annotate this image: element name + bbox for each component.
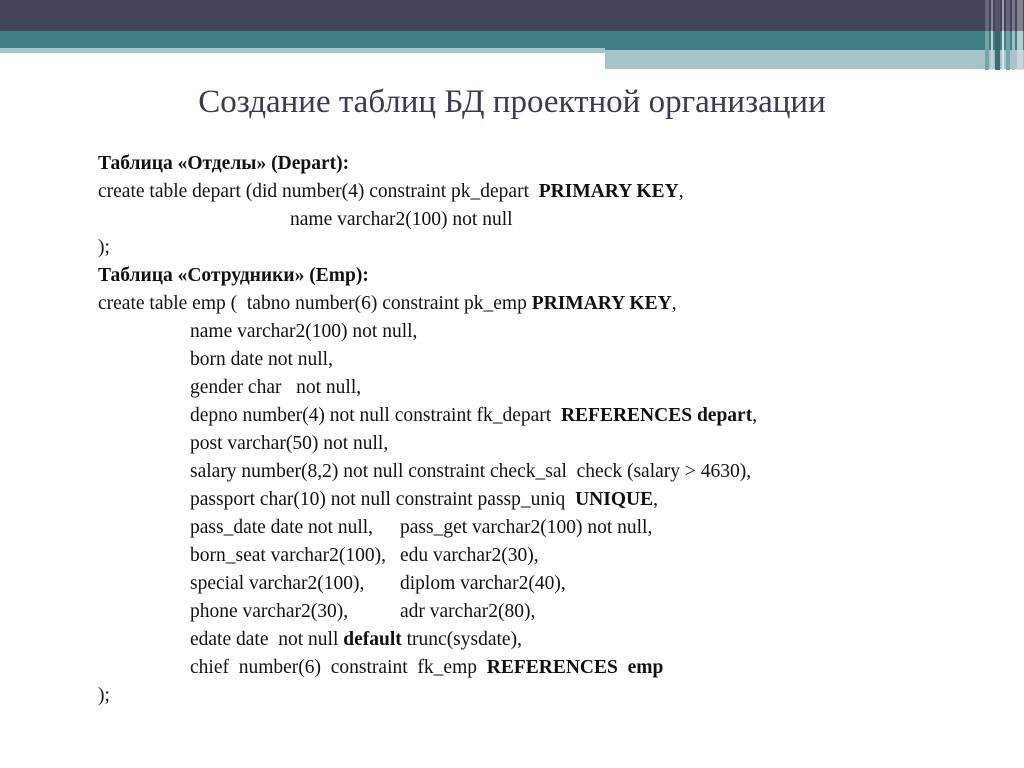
code-keyword: default [343,629,402,650]
header-accent-stripes-teal [984,31,1024,70]
header-band-light-left [0,48,605,53]
code-column-left: special varchar2(100), [190,573,365,594]
code-column-left: born_seat varchar2(100), [190,545,386,566]
code-line-emp-born-seat [98,542,998,570]
accent-stripe [995,31,1000,70]
code-text: chief number(6) constraint fk_emp [190,657,487,678]
code-text: create table emp ( tabno number(6) constraint pk_emp [98,293,532,314]
header-band-teal-step [605,31,1024,50]
code-keyword: PRIMARY KEY [531,293,672,314]
code-column-right: adr varchar2(80), [400,601,536,622]
code-line-depart-create [98,178,998,206]
slide-title: Создание таблиц БД проектной организации [198,84,826,120]
code-line-emp-special [98,570,998,598]
code-column-left: phone varchar2(30), [190,601,349,622]
slide-header-banner [0,0,1024,72]
code-line-emp-close: ); [98,685,110,706]
code-line-emp-gender: gender char not null, [190,377,362,398]
code-line-emp-phone [98,598,998,626]
code-line-emp-depno [98,402,998,430]
code-keyword: REFERENCES depart [560,405,753,426]
accent-stripe [1002,31,1004,70]
header-band-light-step [605,50,1024,69]
code-line-emp-pass-date [98,514,998,542]
accent-stripe [985,31,989,70]
code-column-right: pass_get varchar2(100) not null, [400,517,653,538]
code-text: , [653,489,658,510]
code-line-depart-name: name varchar2(100) not null [290,209,513,230]
code-line-emp-born: born date not null, [190,349,333,370]
accent-stripe [991,31,993,70]
code-text: trunc(sysdate), [401,629,522,650]
code-line-emp-passport [98,486,998,514]
code-text: passport char(10) not null constraint passp_uniq [190,489,576,510]
header-band-dark [0,0,1024,31]
code-line-emp-salary: salary number(8,2) not null constraint check_sal check (salary > 4630), [190,461,752,482]
code-line-emp-post: post varchar(50) not null, [190,433,389,454]
code-text: , [752,405,758,426]
code-keyword: UNIQUE [575,489,654,510]
code-text: depno number(4) not null constraint fk_depart [190,405,561,426]
code-line-emp-create [98,290,998,318]
code-keyword: PRIMARY KEY [538,181,679,202]
code-text: , [671,293,677,314]
code-line-emp-name: name varchar2(100) not null, [190,321,418,342]
code-keyword: REFERENCES emp [486,657,664,678]
code-text: edate date not null [190,629,344,650]
code-line-emp-heading: Таблица «Сотрудники» (Emp): [98,265,369,286]
code-column-right: edu varchar2(30), [400,545,539,566]
code-line-depart-heading: Таблица «Отделы» (Depart): [98,153,350,174]
code-line-emp-edate [98,626,998,654]
sql-code-block [98,150,998,710]
code-text: create table depart (did number(4) constraint pk_depart [98,181,539,202]
accent-stripe [1017,31,1023,70]
code-column-left: pass_date date not null, [190,517,374,538]
code-column-right: diplom varchar2(40), [400,573,566,594]
accent-stripe [1006,31,1010,70]
code-text: , [678,181,684,202]
code-line-emp-chief [98,654,998,682]
code-line-depart-close: ); [98,237,110,258]
accent-stripe [1012,31,1015,70]
